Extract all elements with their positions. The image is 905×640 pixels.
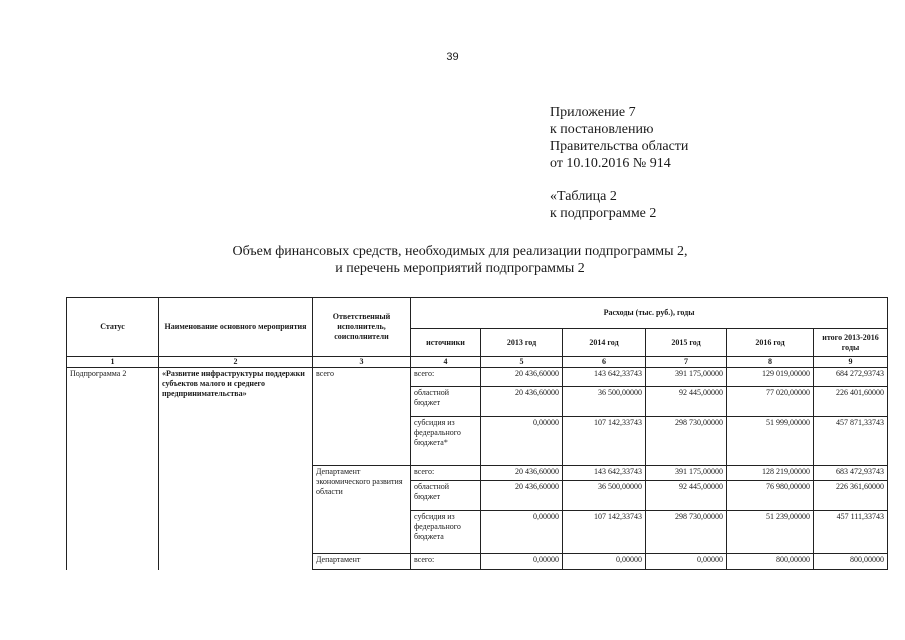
column-number: 9 (814, 357, 888, 368)
source-cell: всего: (411, 466, 481, 481)
heading-line: и перечень мероприятий подпрограммы 2 (335, 261, 585, 276)
column-number: 6 (563, 357, 646, 368)
source-cell: всего: (411, 554, 481, 570)
column-number: 8 (727, 357, 814, 368)
value-total: 226 361,60000 (814, 481, 888, 511)
executor-cell: Департамент экономического развития области (313, 466, 411, 554)
source-cell: областной бюджет (411, 481, 481, 511)
executor-cell: всего (313, 368, 411, 466)
value-2014: 0,00000 (563, 554, 646, 570)
value-2013: 20 436,60000 (481, 387, 563, 417)
value-2015: 92 445,00000 (646, 387, 727, 417)
value-total: 683 472,93743 (814, 466, 888, 481)
header-executor: Ответственный исполнитель, соисполнители (313, 298, 411, 357)
column-number: 2 (159, 357, 313, 368)
column-number: 5 (481, 357, 563, 368)
header-expenses: Расходы (тыс. руб.), годы (411, 298, 888, 329)
column-number-row (67, 357, 888, 368)
appendix-block (550, 104, 688, 172)
value-2015: 298 730,00000 (646, 511, 727, 554)
value-2015: 298 730,00000 (646, 417, 727, 466)
header-year-2013: 2013 год (481, 329, 563, 357)
table-reference-line: «Таблица 2 (550, 189, 617, 204)
value-2014: 36 500,00000 (563, 387, 646, 417)
table-row (67, 368, 888, 387)
source-cell: субсидия из федерального бюджета* (411, 417, 481, 466)
document-heading (180, 243, 740, 277)
value-2014: 107 142,33743 (563, 417, 646, 466)
appendix-line: Правительства области (550, 139, 689, 154)
value-2016: 77 020,00000 (727, 387, 814, 417)
header-sources: источники (411, 329, 481, 357)
heading-line: Объем финансовых средств, необходимых для реализации подпрограммы 2, (232, 244, 688, 259)
executor-cell: Департамент (313, 554, 411, 570)
value-2015: 391 175,00000 (646, 466, 727, 481)
appendix-line: Приложение 7 (550, 105, 636, 120)
value-2016: 76 980,00000 (727, 481, 814, 511)
value-2014: 107 142,33743 (563, 511, 646, 554)
header-year-2014: 2014 год (563, 329, 646, 357)
value-total: 457 111,33743 (814, 511, 888, 554)
value-2016: 51 999,00000 (727, 417, 814, 466)
column-number: 7 (646, 357, 727, 368)
value-2014: 143 642,33743 (563, 368, 646, 387)
status-cell: Подпрограмма 2 (67, 368, 159, 570)
value-2016: 51 239,00000 (727, 511, 814, 554)
value-2016: 800,00000 (727, 554, 814, 570)
value-2013: 0,00000 (481, 511, 563, 554)
value-2013: 0,00000 (481, 554, 563, 570)
page-number: 39 (446, 51, 459, 63)
table-reference (550, 188, 656, 222)
value-2013: 20 436,60000 (481, 466, 563, 481)
value-2015: 0,00000 (646, 554, 727, 570)
header-total: итого 2013-2016 годы (814, 329, 888, 357)
value-2014: 143 642,33743 (563, 466, 646, 481)
appendix-line: к постановлению (550, 122, 654, 137)
header-year-2016: 2016 год (727, 329, 814, 357)
financing-table (66, 297, 888, 570)
header-name: Наименование основного мероприятия (159, 298, 313, 357)
table-reference-line: к подпрограмме 2 (550, 206, 657, 221)
value-total: 800,00000 (814, 554, 888, 570)
value-2015: 92 445,00000 (646, 481, 727, 511)
column-number: 3 (313, 357, 411, 368)
column-number: 1 (67, 357, 159, 368)
value-2014: 36 500,00000 (563, 481, 646, 511)
value-2016: 129 019,00000 (727, 368, 814, 387)
header-status: Статус (67, 298, 159, 357)
value-total: 226 401,60000 (814, 387, 888, 417)
header-year-2015: 2015 год (646, 329, 727, 357)
value-total: 457 871,33743 (814, 417, 888, 466)
value-2015: 391 175,00000 (646, 368, 727, 387)
value-2013: 20 436,60000 (481, 368, 563, 387)
column-number: 4 (411, 357, 481, 368)
value-2013: 0,00000 (481, 417, 563, 466)
appendix-line: от 10.10.2016 № 914 (550, 156, 671, 171)
activity-name-cell: «Развитие инфраструктуры поддержки субъектов малого и среднего предпринимательства» (159, 368, 313, 570)
value-total: 684 272,93743 (814, 368, 888, 387)
value-2016: 128 219,00000 (727, 466, 814, 481)
source-cell: всего: (411, 368, 481, 387)
source-cell: областной бюджет (411, 387, 481, 417)
source-cell: субсидия из федерального бюджета (411, 511, 481, 554)
value-2013: 20 436,60000 (481, 481, 563, 511)
